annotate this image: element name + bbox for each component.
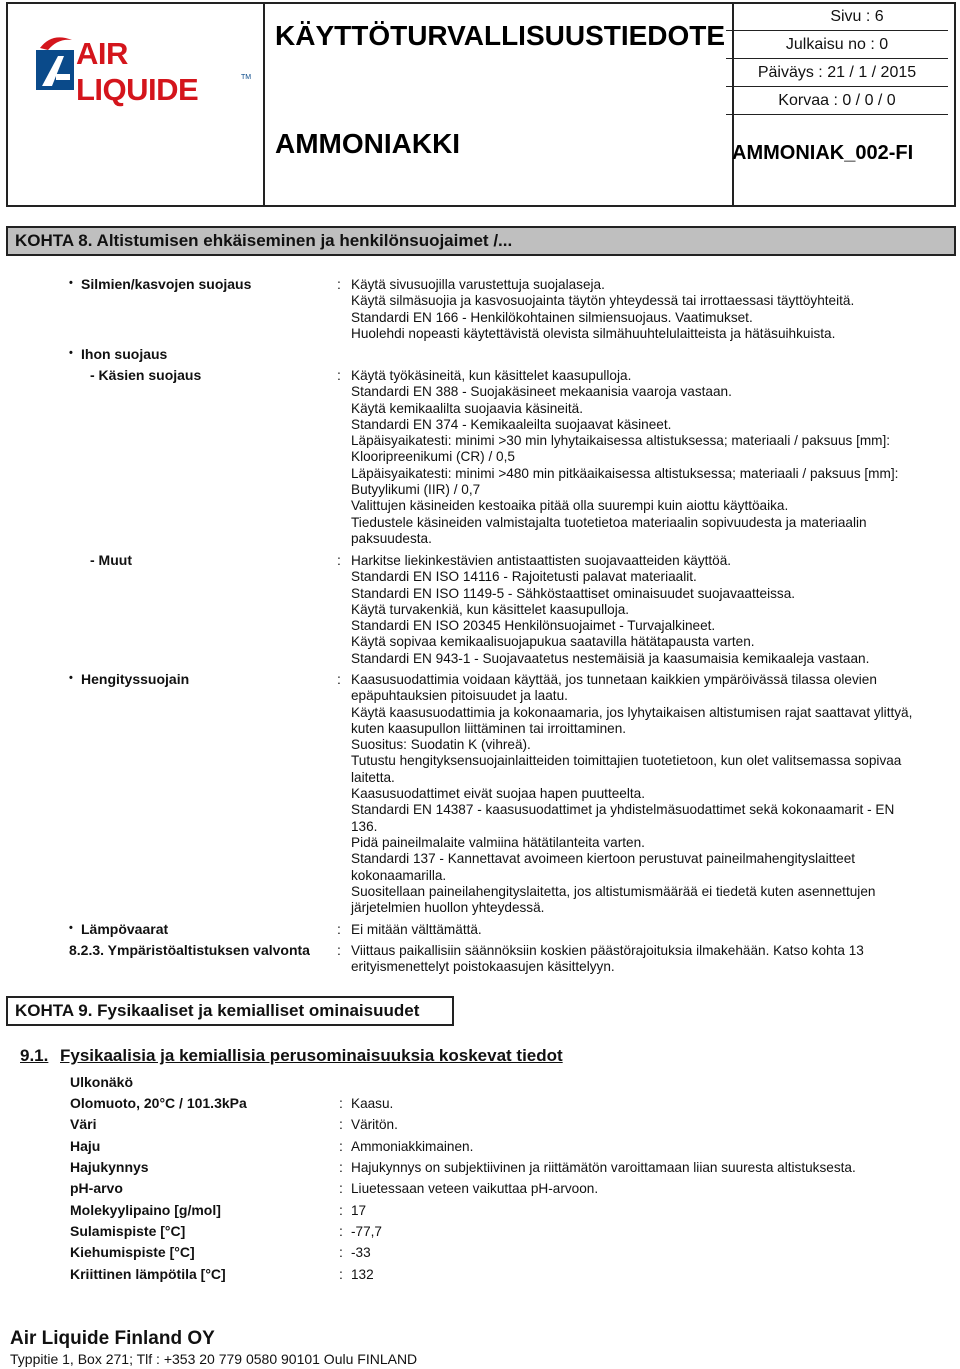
footer-company: Air Liquide Finland OY xyxy=(10,1328,215,1349)
section-8-header xyxy=(6,226,956,256)
property-label: Olomuoto, 20°C / 101.3kPa xyxy=(70,1095,247,1111)
subsection-number: 9.1. xyxy=(20,1046,49,1065)
other-protection-text: Harkitse liekinkestävien antistaattisten suojavaatteiden käyttöä. Standardi EN ISO 14116 - Rajoitetusti palavat materiaalit. Standardi EN ISO 1149-5 - Sähköstaattiset ominaisuudet suojavaatteissa. Käytä turvakenkiä, kun käsittelet kaasupulloja. Standardi EN ISO 20345 Henkilönsuojaimet - Turvajalkineet. Käytä sopivaa kemikaalisuojapukua saatavilla hätätapausta varten. Standardi EN 943-1 - Suojavaatetus nestemäisiä ja kaasumaisia kemikaaleja vastaan. xyxy=(351,553,870,666)
subsection-title: Fysikaalisia ja kemiallisia perusominaisuuksia koskevat tiedot xyxy=(60,1046,563,1065)
colon: : xyxy=(337,367,341,383)
property-label: Hajukynnys xyxy=(70,1159,149,1175)
colon: : xyxy=(339,1266,343,1282)
header-divider xyxy=(263,4,265,205)
eye-protection-text: Käytä sivusuojilla varustettuja suojalaseja. Käytä silmäsuojia ja kasvosuojainta täytön yhteydessä tai irrottaessasi täyttöyhteitä. Standardi EN 166 - Henkilökohtainen silmiensuojaus. Vaatimukset. Huolehdi nopeasti käytettävistä olevista silmähuuhtelulaitteista ja hätäsuihkuista. xyxy=(351,277,855,341)
replaces-date: Korvaa : 0 / 0 / 0 xyxy=(726,88,948,115)
colon: : xyxy=(339,1244,343,1260)
colon: : xyxy=(339,1223,343,1239)
other-protection-label: - Muut xyxy=(90,552,132,568)
colon: : xyxy=(339,1138,343,1154)
respiratory-protection-label: • Hengityssuojain xyxy=(81,671,189,687)
colon: : xyxy=(339,1159,343,1175)
property-value: -77,7 xyxy=(351,1224,382,1239)
property-label: Väri xyxy=(70,1116,97,1132)
section-9-title: KOHTA 9. Fysikaaliset ja kemialliset ominaisuudet xyxy=(15,1001,420,1020)
colon: : xyxy=(339,1116,343,1132)
colon: : xyxy=(337,671,341,687)
colon: : xyxy=(339,1202,343,1218)
colon: : xyxy=(337,552,341,568)
issue-number: Julkaisu no : 0 xyxy=(726,32,948,59)
property-label: Kriittinen lämpötila [°C] xyxy=(70,1266,226,1282)
property-value: -33 xyxy=(351,1245,371,1260)
environmental-exposure-text: Viittaus paikallisiin säännöksiin koskien päästörajoituksia ilmakehään. Katso kohta 13 erityismenettelyt poistokaasujen käsittelyyn. xyxy=(351,943,864,975)
property-value: Hajukynnys on subjektiivinen ja riittämätön varoittamaan liian suuresta altistuksesta. xyxy=(351,1160,856,1175)
property-label: pH-arvo xyxy=(70,1180,123,1196)
property-label: Sulamispiste [°C] xyxy=(70,1223,186,1239)
respiratory-protection-text: Kaasusuodattimia voidaan käyttää, jos tunnetaan kaikkien ympäröivässä tilassa olevien epäpuhtauksien pitoisuudet ja laatu. Käytä kaasusuodattimia ja kokonaamaria, jos lyhytaikaisen altistumisen rajat saattavat ylittyä, kuten kaasupullon liittäminen tai irroittaminen. Suositus: Suodatin K (vihreä). Tutustu hengityksensuojainlaitteiden toimittajien tuotetietoon, kun olet valitsemassa sopivaa laitetta. Kaasusuodattimet eivät suojaa hapen puutteelta. Standardi EN 14387 - kaasusuodattimet ja yhdistelmäsuodattimet sekä kokonaamarit - EN 136. Pidä paineilmalaite valmiina hätätilanteita varten. Standardi 137 - Kannettavat avoimeen kiertoon perustuvat paineilmahengityslaitteet kokonaamarilla. Suositellaan paineilahengityslaitetta, jos altistumismäärää ei tiedetä kuten asennettujen järjetelmien huollon yhteydessä. xyxy=(351,672,913,916)
product-name: AMMONIAKKI xyxy=(275,128,461,159)
colon: : xyxy=(337,276,341,292)
logo-text: AIR LIQUIDE xyxy=(76,36,199,107)
issue-date: Päiväys : 21 / 1 / 2015 xyxy=(726,60,948,87)
page-number: Sivu : 6 xyxy=(726,4,948,31)
footer-address: Typpitie 1, Box 271; Tlf : +353 20 779 0580 90101 Oulu FINLAND xyxy=(10,1351,418,1367)
air-liquide-logo xyxy=(36,26,252,107)
document-title: KÄYTTÖTURVALLISUUSTIEDOTE xyxy=(275,20,726,51)
property-value: Kaasu. xyxy=(351,1096,394,1111)
colon: : xyxy=(337,942,341,958)
appearance-label: Ulkonäkö xyxy=(70,1074,134,1090)
eye-protection-label: • Silmien/kasvojen suojaus xyxy=(81,276,251,292)
section-9-header xyxy=(6,996,454,1026)
colon: : xyxy=(339,1095,343,1111)
document-code: AMMONIAK_002-FI xyxy=(732,142,914,164)
thermal-hazards-label: • Lämpövaarat xyxy=(81,921,168,937)
colon: : xyxy=(337,921,341,937)
property-label: Kiehumispiste [°C] xyxy=(70,1244,195,1260)
environmental-exposure-label: 8.2.3. Ympäristöaltistuksen valvonta xyxy=(69,942,310,958)
hand-protection-text: Käytä työkäsineitä, kun käsittelet kaasupulloja. Standardi EN 388 - Suojakäsineet mekaanisia vaaroja vastaan. Käytä kemikaalilta suojaavia käsineitä. Standardi EN 374 - Kemikaaleilta suojaavat käsineet. Läpäisyaikatesti: minimi >30 min lyhytaikaisessa altistuksessa; materiaali / paksuus [mm]: Klooripreenikumi (CR) / 0,5 Läpäisyaikatesti: minimi >480 min pitkäaikaisessa altistuksessa; materiaali / paksuus [mm]: Butyylikumi (IIR) / 0,7 Valittujen käsineiden kestoaika pitää olla suurempi kuin aiottu käyttöaika. Tiedustele käsineiden valmistajalta tuotetietoa materiaalin sopivuudesta ja materiaalin paksuudesta. xyxy=(351,368,899,546)
property-value: Liuetessaan veteen vaikuttaa pH-arvoon. xyxy=(351,1181,599,1196)
property-label: Molekyylipaino [g/mol] xyxy=(70,1202,221,1218)
property-label: Haju xyxy=(70,1138,101,1154)
skin-protection-label: • Ihon suojaus xyxy=(81,346,167,362)
colon: : xyxy=(339,1180,343,1196)
logo-mark-icon xyxy=(36,34,74,90)
thermal-hazards-value: Ei mitään välttämättä. xyxy=(351,922,482,937)
property-value: Ammoniakkimainen. xyxy=(351,1139,474,1154)
property-value: Väritön. xyxy=(351,1117,398,1132)
section-8-title: KOHTA 8. Altistumisen ehkäiseminen ja henkilönsuojaimet /... xyxy=(15,231,513,250)
hand-protection-label: - Käsien suojaus xyxy=(90,367,202,383)
logo-trademark: TM xyxy=(241,74,252,81)
property-value: 17 xyxy=(351,1203,367,1218)
property-value: 132 xyxy=(351,1267,374,1282)
